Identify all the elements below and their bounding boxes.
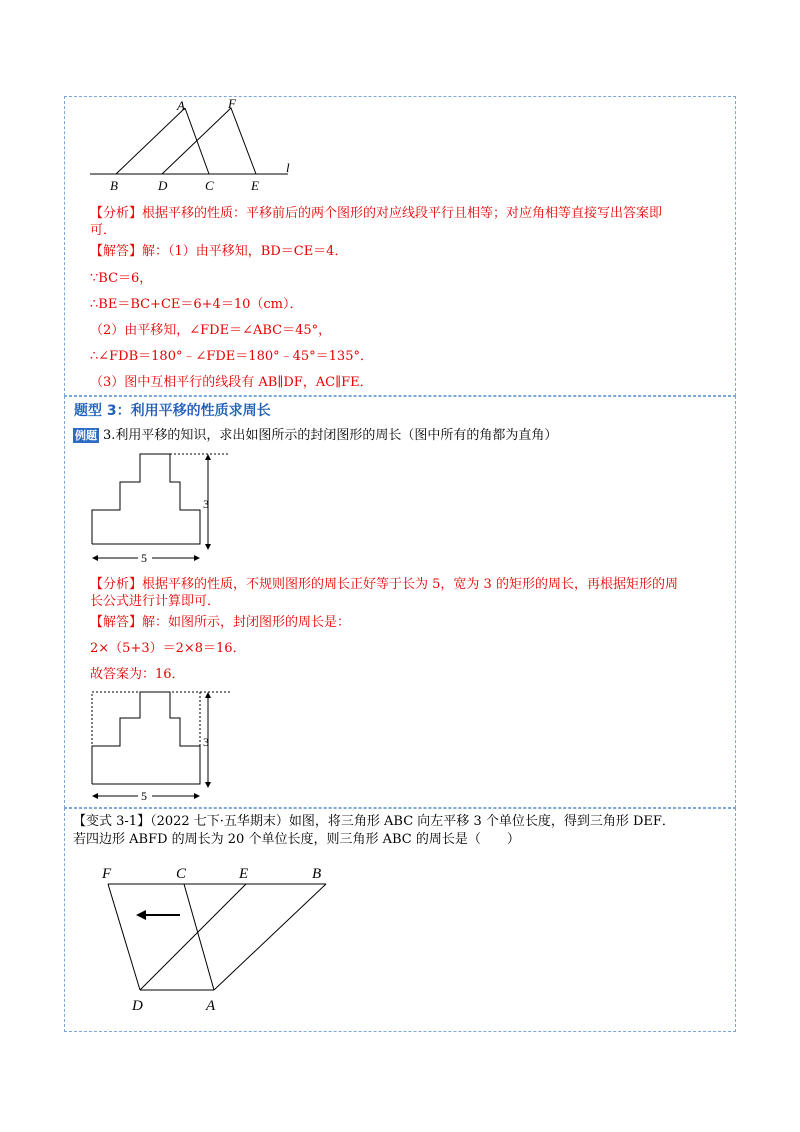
solution-3-line-1: 【解答】解：如图所示，封闭图形的周长是： — [90, 615, 351, 630]
label-D: D — [158, 178, 168, 193]
analysis-1-cont: 可． — [90, 223, 117, 238]
stepped-figure — [84, 448, 234, 570]
solution-1-line-5: ∴∠FDB＝180°﹣∠FDE＝180°﹣45°＝135°． — [90, 349, 373, 364]
parallelogram-figure — [96, 860, 336, 1020]
translation-triangles-figure — [88, 98, 308, 194]
solution-1-line-4: （2）由平移知，∠FDE＝∠ABC＝45°， — [90, 323, 332, 338]
solution-3-line-3: 故答案为：16． — [90, 667, 185, 682]
analysis-1: 【分析】根据平移的性质：平移前后的两个图形的对应线段平行且相等；对应角相等直接写出答案即 — [90, 206, 663, 221]
stepped-figure-with-rectangle — [84, 688, 234, 806]
variant-question-line-1: 【变式 3-1】（2022 七下·五华期末）如图，将三角形 ABC 向左平移 3 个单位长度，得到三角形 DEF． — [73, 814, 675, 829]
solution-1-line-6: （3）图中互相平行的线段有 AB∥DF，AC∥FE． — [90, 375, 373, 390]
width-label-2: 5 — [141, 789, 147, 803]
label-B: B — [110, 178, 118, 193]
label-C: C — [205, 178, 214, 193]
solution-1-line-1: 【解答】解：（1）由平移知，BD＝CE＝4． — [90, 244, 348, 259]
solution-1-line-2: ∵BC＝6， — [90, 271, 153, 286]
variant-question-line-2: 若四边形 ABFD 的周长为 20 个单位长度，则三角形 ABC 的周长是（ ） — [73, 832, 520, 847]
label-F: F — [228, 98, 236, 111]
analysis-3: 【分析】根据平移的性质，不规则图形的周长正好等于长为 5，宽为 3 的矩形的周长，再根据矩形的周 — [90, 577, 678, 592]
example-question: 3.利用平移的知识，求出如图所示的封闭图形的周长（图中所有的角都为直角） — [103, 428, 558, 443]
label-A: A — [177, 98, 185, 113]
solution-1-line-3: ∴BE＝BC+CE＝6+4＝10（cm）． — [90, 297, 303, 312]
label-F2: F — [102, 866, 112, 882]
height-label-2: 3 — [203, 735, 209, 749]
label-D2: D — [132, 998, 143, 1014]
height-label: 3 — [203, 497, 209, 511]
label-l: l — [286, 160, 290, 175]
example-badge: 例题 — [75, 429, 97, 442]
label-C2: C — [176, 866, 187, 882]
label-E2: E — [239, 866, 249, 882]
section-title: 题型 3：利用平移的性质求周长 — [74, 403, 271, 419]
analysis-3-cont: 长公式进行计算即可． — [90, 594, 221, 609]
label-B2: B — [312, 866, 322, 882]
width-label: 5 — [141, 551, 147, 565]
label-A2: A — [206, 998, 216, 1014]
label-E: E — [251, 178, 259, 193]
solution-3-line-2: 2×（5+3）＝2×8＝16． — [90, 641, 246, 656]
